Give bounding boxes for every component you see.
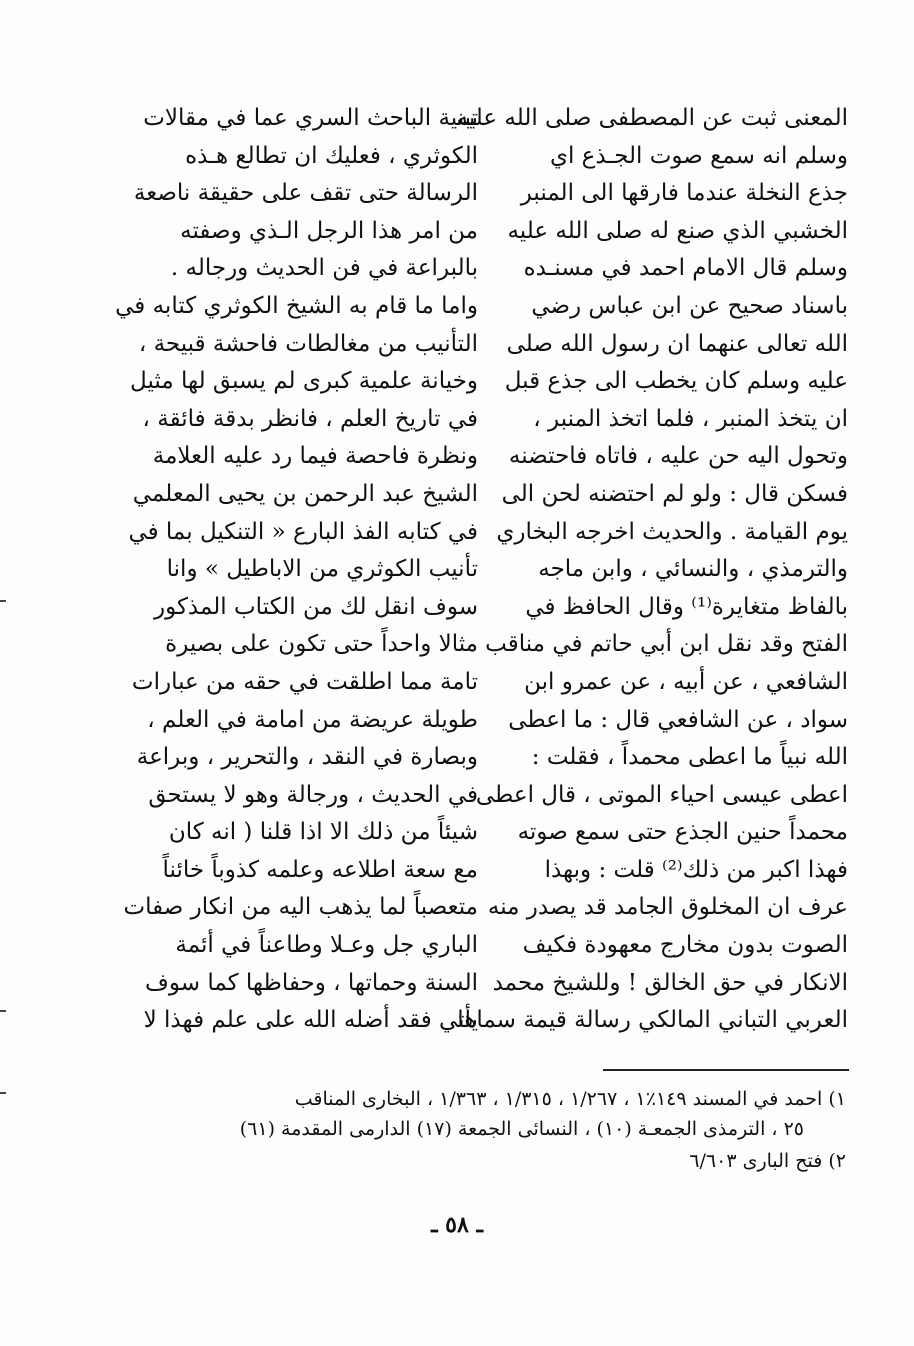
scan-edge-mark — [0, 1010, 6, 1012]
scan-edge-mark — [0, 600, 6, 602]
text-line: ونظرة فاحصة فيما رد عليه العلامة — [152, 443, 478, 470]
footnote-2: ٢) فتح البارى ٦/٦٠٣ — [689, 1150, 846, 1172]
text-line: المعنى ثبت عن المصطفى صلى الله عليه — [456, 105, 848, 131]
text-line: شيئاً من ذلك الا اذا قلنا ( انه كان — [168, 819, 478, 846]
text-line: والترمذي ، والنسائي ، وابن ماجه — [538, 556, 848, 583]
text-line: فسكن قال : ولو لم احتضنه لحن الى — [501, 480, 848, 507]
text-line: وسلم انه سمع صوت الجـذع اي — [549, 142, 848, 169]
text-line: العربي التباني المالكي رسالة قيمة سماها — [457, 1007, 848, 1034]
text-line: تبنية الباحث السري عما في مقالات — [143, 105, 478, 131]
text-line: ان يتخذ المنبر ، فلما اتخذ المنبر ، — [533, 405, 848, 432]
text-line: في تاريخ العلم ، فانظر بدقة فائقة ، — [142, 405, 478, 432]
text-line: واما ما قام به الشيخ الكوثري كتابه في — [115, 292, 478, 319]
text-line: الله تعالى عنهما ان رسول الله صلى — [506, 330, 848, 357]
text-line: السنة وحماتها ، وحفاظها كما سوف — [145, 969, 478, 996]
text-line: في الحديث ، ورجالة وهو لا يستحق — [148, 781, 478, 808]
text-line: يأتي فقد أضله الله على علم فهذا لا — [143, 1007, 478, 1034]
page-number: ـ ٥٨ ـ — [431, 1212, 483, 1238]
text-line: الكوثري ، فعليك ان تطالع هـذه — [185, 142, 478, 169]
text-line: وبصارة في النقد ، والتحرير ، وبراعة — [136, 744, 478, 771]
scan-edge-mark — [0, 1092, 6, 1094]
text-line: عرف ان المخلوق الجامد قد يصدر منه — [487, 894, 848, 921]
text-line: التأنيب من مغالطات فاحشة قبيحة ، — [138, 330, 478, 357]
text-line: وخيانة علمية كبرى لم يسبق لها مثيل — [130, 368, 478, 395]
text-line: مثالا واحداً حتى تكون على بصيرة — [165, 631, 478, 658]
text-line: الله نبياً ما اعطى محمداً ، فقلت : — [531, 744, 848, 771]
text-line: سواد ، عن الشافعي قال : ما اعطى — [508, 706, 848, 733]
text-line: الرسالة حتى تقف على حقيقة ناصعة — [133, 180, 478, 207]
text-line: بالفاظ متغايرة⁽¹⁾ وقال الحافظ في — [525, 593, 848, 620]
text-line: الشافعي ، عن أبيه ، عن عمرو ابن — [524, 668, 848, 695]
text-line: مع سعة اطلاعه وعلمه كذوباً خائناً — [162, 856, 478, 883]
text-line: طويلة عريضة من امامة في العلم ، — [147, 706, 478, 733]
text-line: الباري جل وعـلا وطاعناً في أئمة — [175, 932, 478, 959]
text-line: الفتح وقد نقل ابن أبي حاتم في مناقب — [485, 631, 848, 658]
text-line: متعصباً لما يذهب اليه من انكار صفات — [123, 894, 478, 921]
text-line: فهذا اكبر من ذلك⁽²⁾ قلت : وبهذا — [544, 856, 848, 883]
text-line: يوم القيامة . والحديث اخرجه البخاري — [496, 518, 848, 545]
text-line: باسناد صحيح عن ابن عباس رضي — [531, 292, 848, 319]
footnote-divider — [603, 1069, 849, 1071]
text-line: سوف انقل لك من الكتاب المذكور — [153, 593, 478, 620]
text-line: في كتابه الفذ البارع « التنكيل بما في — [128, 518, 478, 545]
text-line: الصوت بدون مخارج معهودة فكيف — [522, 932, 848, 959]
footnote-1-line-1: ١) احمد في المسند ١٤٩٪١ ، ١/٢٦٧ ، ١/٣١٥ ، ١/٣٦٣ ، البخارى المناقب — [294, 1088, 846, 1110]
text-line: وتحول اليه حن عليه ، فاتاه فاحتضنه — [508, 443, 848, 470]
text-line: الانكار في حق الخالق ! وللشيخ محمد — [492, 969, 848, 996]
text-line: من امر هذا الرجل الـذي وصفته — [180, 217, 478, 244]
text-line: وسلم قال الامام احمد في مسنـده — [523, 255, 848, 282]
text-line: جذع النخلة عندما فارقها الى المنبر — [520, 180, 848, 207]
text-line: تامة مما اطلقت في حقه من عبارات — [131, 668, 478, 695]
text-line: محمداً حنين الجذع حتى سمع صوته — [517, 819, 848, 846]
text-line: بالبراعة في فن الحديث ورجاله . — [170, 255, 478, 282]
text-line: الشيخ عبد الرحمن بن يحيى المعلمي — [132, 480, 478, 507]
left-text-column — [115, 100, 478, 1040]
text-line: عليه وسلم كان يخطب الى جذع قبل — [504, 368, 848, 395]
text-line: تأنيب الكوثري من الاباطيل » وانا — [166, 556, 478, 583]
right-text-column — [456, 100, 848, 1040]
text-line: اعطى عيسى احياء الموتى ، قال اعطى — [475, 781, 848, 808]
text-line: الخشبي الذي صنع له صلى الله عليه — [507, 217, 848, 244]
footnote-1-line-2: ٢٥ ، الترمذى الجمعـة (١٠) ، النسائى الجمعة (١٧) الدارمى المقدمة (٦١) — [239, 1118, 804, 1140]
